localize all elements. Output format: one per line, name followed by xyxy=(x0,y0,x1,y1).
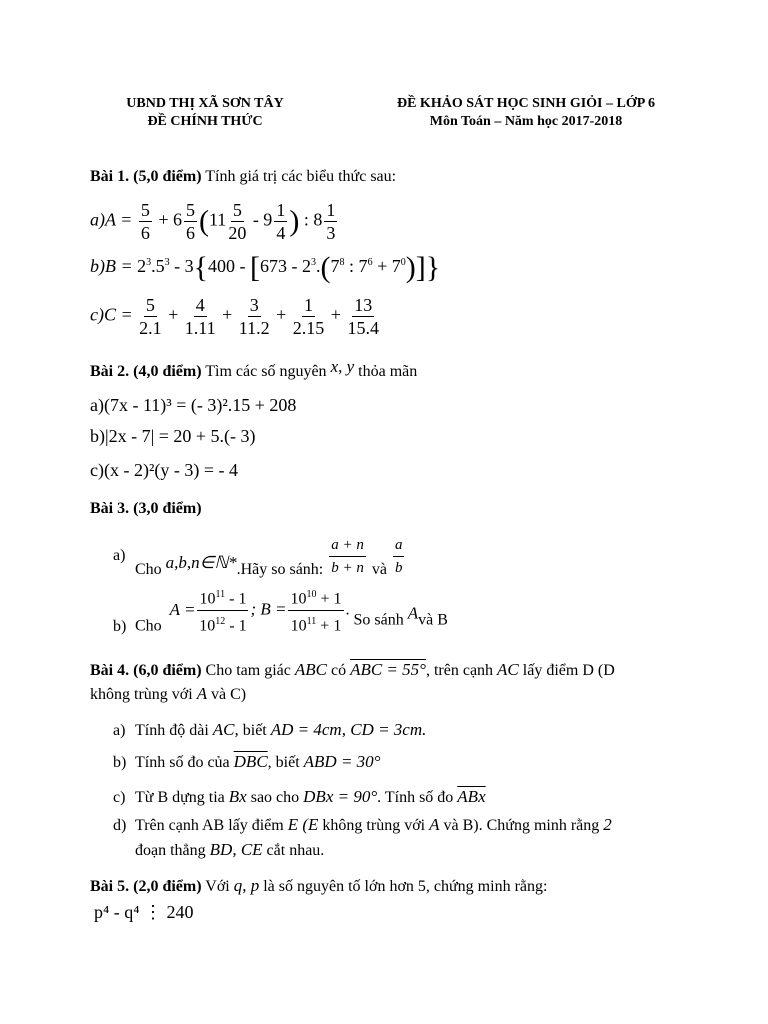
exam-subject-year: Môn Toán – Năm học 2017-2018 xyxy=(429,114,623,129)
c-term-1: $\frac{5}{2.1}$ xyxy=(139,295,162,338)
angle-ABC: ABC = 55° xyxy=(350,660,426,679)
problem-3a: a)Cho a,b,n∈ℕ*.Hãy so sánh: $\frac{a + n}{b + n}$ và $\frac{a}{b}$ xyxy=(113,537,403,579)
expression-c-label: c)C = xyxy=(90,304,133,325)
c-term-5: $\frac{13}{15.4}$ xyxy=(347,295,379,338)
problem-4-heading: Bài 4. (6,0 điểm) xyxy=(90,662,202,679)
problem-4d: d) Trên cạnh AB lấy điểm E (E không trùng với A và B). Chứng minh rằng 2 xyxy=(113,815,612,834)
expression-a: a)A = $\frac{5}{6}$ + 6 $\frac{5}{6}$ (11 $\frac{5}{20}$ - 9 $\frac{1}{4}$ ) : 8 $\frac{1}{3}$ xyxy=(90,200,336,243)
c-term-2: $\frac{4}{1.11}$ xyxy=(184,295,216,338)
problem-4a: a) Tính độ dài AC, biết AD = 4cm, CD = 3cm. xyxy=(113,720,427,739)
c-term-3: $\frac{3}{11.2}$ xyxy=(238,295,270,338)
exam-title: ĐỀ KHẢO SÁT HỌC SINH GIỎI – LỚP 6 xyxy=(396,96,655,111)
problem-3b: b) Cho A = $\frac{10^{11} - 1}{10^{12} - 1}$ ; B = $\frac{10^{10} + 1}{10^{11} + 1}$ . So sánh Avà B xyxy=(113,585,448,637)
expression-b-label: b)B = xyxy=(90,256,133,276)
district-name: UBND THỊ XÃ SƠN TÂY xyxy=(126,96,284,111)
problem-4c: c) Từ B dựng tia Bx sao cho DBx = 90°. Tính số đo $\overline{ABx}$ xyxy=(113,787,486,806)
problem-1-heading: Bài 1. (5,0 điểm) xyxy=(90,168,202,185)
problem-2-heading: Bài 2. (4,0 điểm) xyxy=(90,363,202,380)
expression-a-label: a)A = xyxy=(90,209,133,230)
problem-3-heading: Bài 3. (3,0 điểm) xyxy=(90,500,202,517)
problem-2-vars: x, y xyxy=(330,357,355,376)
problem-4-title: Bài 4. (6,0 điểm) Cho tam giác ABC có ABC = 55°, trên cạnh AC lấy điểm D (D xyxy=(90,660,615,679)
problem-1-title xyxy=(90,168,396,186)
problem-5-title: Bài 5. (2,0 điểm) Với q, p là số nguyên tố lớn hơn 5, chứng minh rằng: xyxy=(90,876,548,895)
problem-4-title-line2: không trùng với A và C) xyxy=(90,684,247,703)
problem-1-text: Tính giá trị các biểu thức sau: xyxy=(201,168,397,185)
fraction-A: $\frac{10^{11} - 1}{10^{12} - 1}$ xyxy=(197,585,248,637)
expression-c: c)C = $\frac{5}{2.1}$ + $\frac{4}{1.11}$ + $\frac{3}{11.2}$ + $\frac{1}{2.15}$ + $\frac{13}{15.4}$ xyxy=(90,295,379,338)
fraction-a-b: $\frac{a}{b}$ xyxy=(394,537,403,576)
problem-5-expression: p⁴ - q⁴ ⋮ 240 xyxy=(94,902,194,922)
equation-2c: c)(x - 2)²(y - 3) = - 4 xyxy=(90,460,238,480)
set-condition: a,b,n∈ℕ* xyxy=(165,553,237,573)
fraction-B: $\frac{10^{10} + 1}{10^{11} + 1}$ xyxy=(288,585,343,637)
problem-2-title: Bài 2. (4,0 điểm) Tìm các số nguyên x, y thỏa mãn xyxy=(90,357,418,380)
equation-2b: b)|2x - 7| = 20 + 5.(- 3) xyxy=(90,426,256,446)
problem-4d-line2: đoạn thẳng BD, CE cắt nhau. xyxy=(135,840,325,859)
header-left xyxy=(110,95,300,131)
official-label: ĐỀ CHÍNH THỨC xyxy=(147,114,263,129)
expression-b: $b)B = 2^3.5^3 - 3\{400 - [673 - 2^3.(7^8$ : $7^6 + 7^0$)]} xyxy=(90,250,441,284)
equation-2a: a)(7x - 11)³ = (- 3)².15 + 208 xyxy=(90,395,297,415)
c-term-4: $\frac{1}{2.15}$ xyxy=(292,295,325,338)
problem-4b: b) Tính số đo của $\overline{DBC}$, biết ABD = 30° xyxy=(113,752,381,771)
problem-5-heading: Bài 5. (2,0 điểm) xyxy=(90,878,202,895)
fraction-a-plus-n: $\frac{a + n}{b + n}$ xyxy=(331,537,364,576)
header-right xyxy=(378,95,674,131)
